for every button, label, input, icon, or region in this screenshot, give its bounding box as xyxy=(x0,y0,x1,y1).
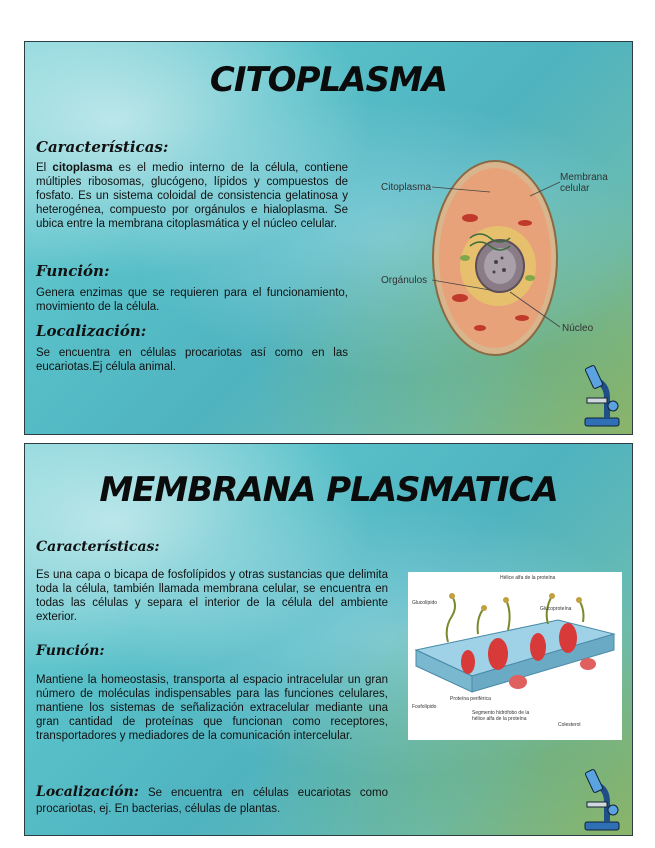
characteristics-heading: Características: xyxy=(36,539,160,555)
characteristics-text: El citoplasma es el medio interno de la célula, contiene múltiples ribosomas, glucógeno, lípidos y compuestos de fosfato. Es un sistema coloidal de consistencia gelatinosa y heterogénea, compuesto por orgánulos e hialoplasma. Se ubica entre la membrana citoplasmática y el núcleo celular. xyxy=(36,162,349,230)
microscope-icon xyxy=(577,362,625,428)
location-heading: Localización: xyxy=(36,322,147,340)
function-heading: Función: xyxy=(36,262,110,280)
characteristics-heading: Características: xyxy=(36,138,169,156)
function-text: Genera enzimas que se requieren para el funcionamiento, movimiento de la célula. xyxy=(36,287,348,313)
slide-title: CITOPLASMA xyxy=(209,60,448,100)
location-heading: Localización: xyxy=(36,784,139,800)
diagram-label-top: Hélice alfa de la proteína xyxy=(500,575,556,581)
diagram-label-cholesterol: Colesterol xyxy=(558,722,581,728)
function-heading: Función: xyxy=(36,643,105,659)
diagram-label-glycoprotein: Glucoproteína xyxy=(540,606,572,612)
label-membrane: Membrana celular xyxy=(560,172,608,194)
location-text: Se encuentra en células procariotas así como en las eucariotas.Ej célula animal. xyxy=(36,347,348,373)
label-cytoplasm: Citoplasma xyxy=(381,182,432,193)
label-organelles: Orgánulos xyxy=(381,275,428,286)
function-text: Mantiene la homeostasis, transporta al espacio intracelular un gran número de moléculas indispensables para las funciones celulares, mantiene los sistemas de señalización extracelular mediante una gran cantidad de proteínas que funcionan como receptores, transportadores y mediadores de la comunicación intercelular. xyxy=(36,674,388,742)
diagram-label-segment: Segmento hidrófobo de la hélice alfa de la proteína xyxy=(472,710,530,722)
slide-citoplasma xyxy=(24,41,633,435)
diagram-label-glycolipid: Glucolípido xyxy=(412,600,438,606)
location-paragraph xyxy=(36,784,388,817)
slide-title: MEMBRANA PLASMATICA xyxy=(99,470,558,510)
diagram-label-peripheral: Proteína periférica xyxy=(450,696,491,702)
location-text: Se encuentra en células eucariotas como procariotas, ej. En bacterias, células de plantas. xyxy=(36,787,388,815)
microscope-icon xyxy=(577,766,625,832)
membrane-diagram xyxy=(408,572,622,740)
label-nucleus: Núcleo xyxy=(562,323,594,334)
label-lines xyxy=(380,172,620,342)
slide-membrana-plasmatica xyxy=(24,443,633,836)
diagram-label-phospholipid: Fosfolípido xyxy=(412,704,437,710)
characteristics-text: Es una capa o bicapa de fosfolípidos y otras sustancias que delimita toda la célula, también llamada membrana celular, se encuentra en todas las células y separa el interior de la célula del ambiente exterior. xyxy=(36,569,388,623)
